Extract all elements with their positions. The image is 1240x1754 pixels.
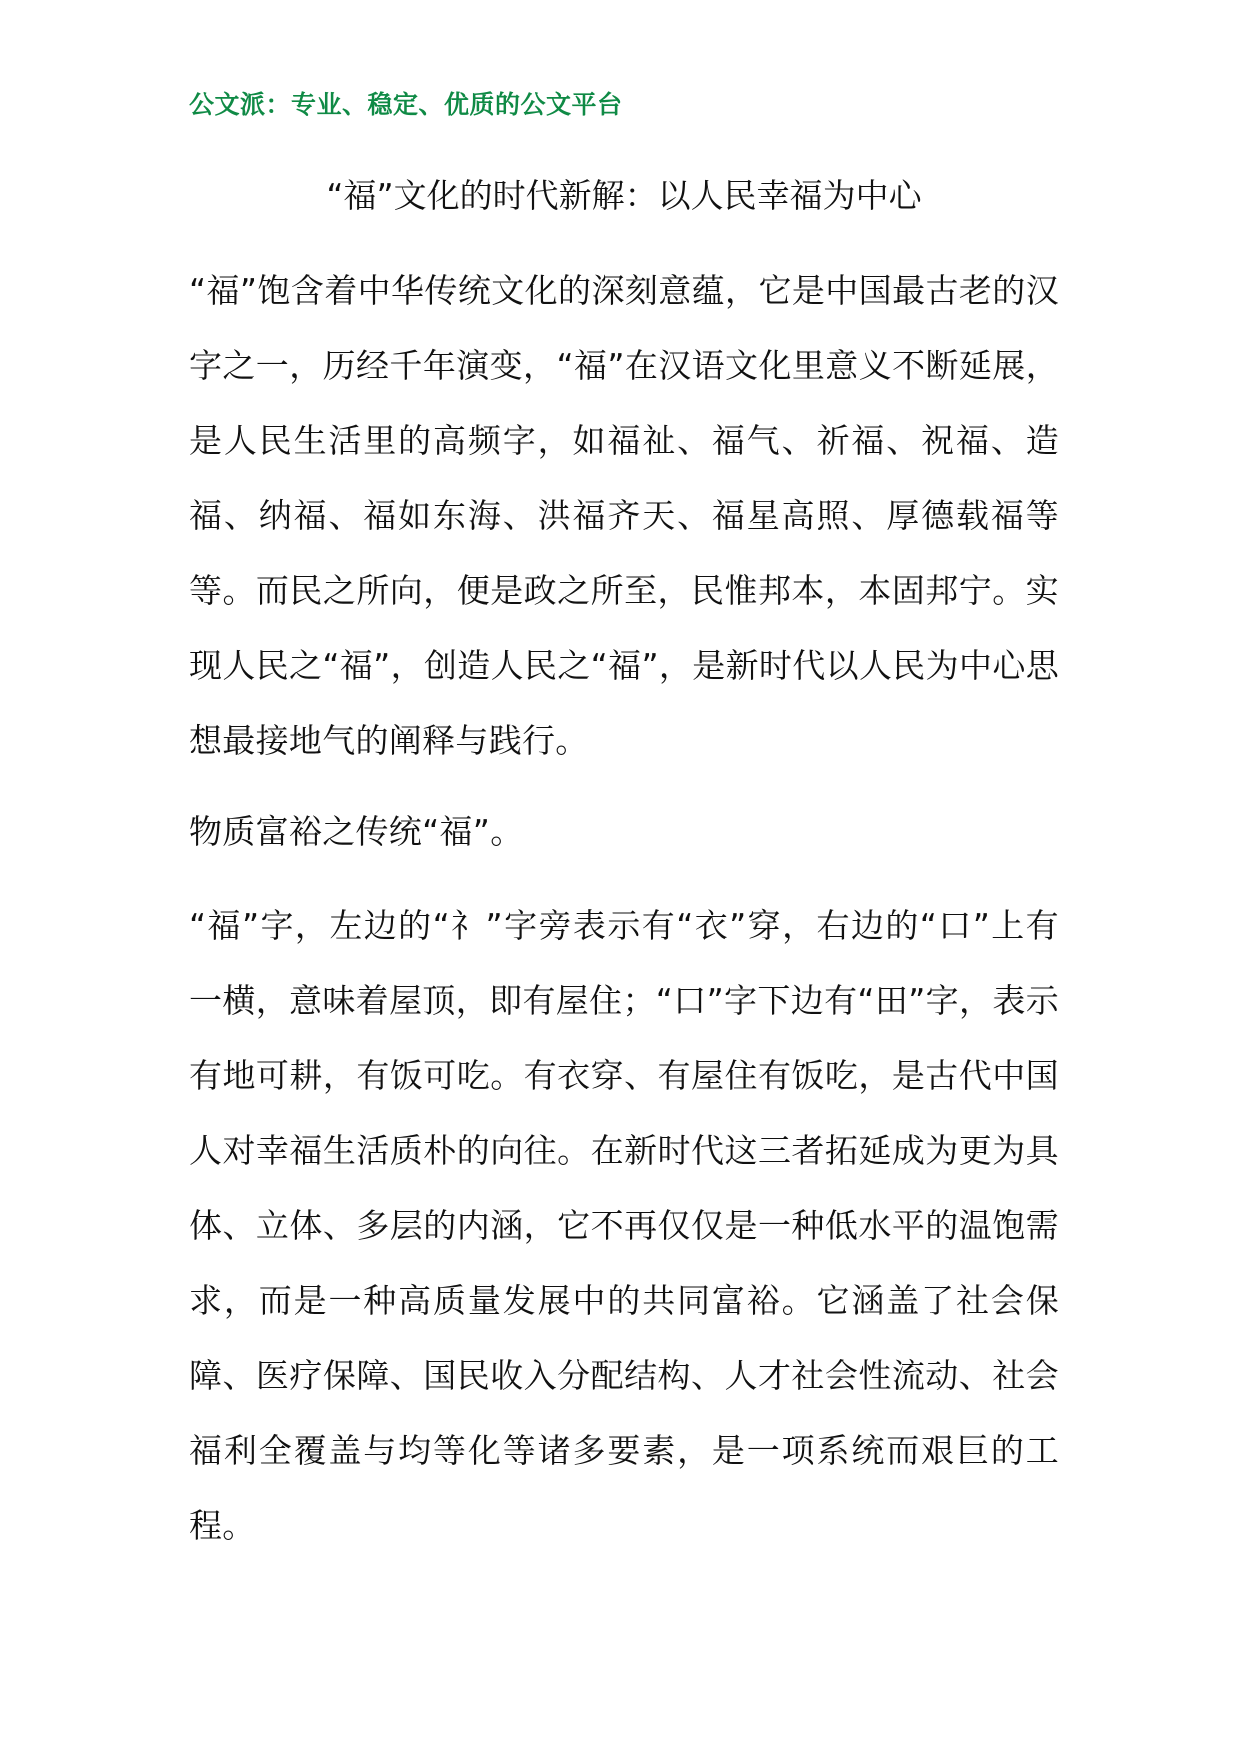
paragraph-body: “福”字，左边的“礻”字旁表示有“衣”穿，右边的“口”上有一横，意味着屋顶，即有屋住；“口”字下边有“田”字，表示有地可耕，有饭可吃。有衣穿、有屋住有饭吃，是古代中国人对幸福生活质朴的向往。在新时代这三者拓延成为更为具体、立体、多层的内涵，它不再仅仅是一种低水平的温饱需求，而是一种高质量发展中的共同富裕。它涵盖了社会保障、医疗保障、国民收入分配结构、人才社会性流动、社会福利全覆盖与均等化等诸多要素，是一项系统而艰巨的工程。 <box>189 906 1059 1545</box>
section-heading: 物质富裕之传统“福”。 <box>189 812 524 851</box>
paragraph-intro: “福”饱含着中华传统文化的深刻意蕴，它是中国最古老的汉字之一，历经千年演变，“福”在汉语文化里意义不断延展，是人民生活里的高频字，如福祉、福气、祈福、祝福、造福、纳福、福如东海、洪福齐天、福星高照、厚德载福等等。而民之所向，便是政之所至，民惟邦本，本固邦宁。实现人民之“福”，创造人民之“福”，是新时代以人民为中心思想最接地气的阐释与践行。 <box>189 271 1059 760</box>
brand-header: 公文派：专业、稳定、优质的公文平台 <box>189 90 623 119</box>
document-title: “福”文化的时代新解：以人民幸福为中心 <box>326 176 922 215</box>
